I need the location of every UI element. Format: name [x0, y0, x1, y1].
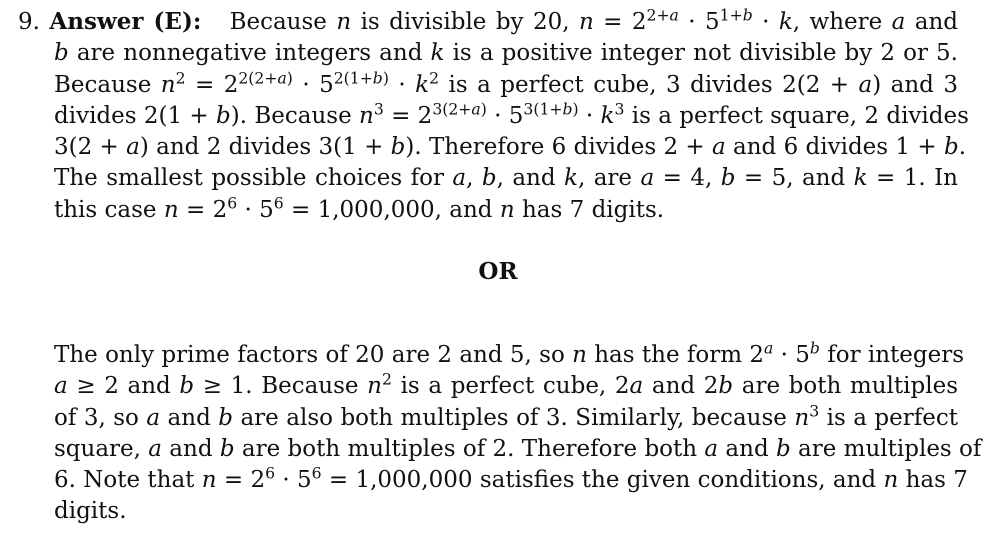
solution-one-line-3: Because $n^2 = 2^{2(2+a)} \cdot 5^{2(1+b)} \cdot k^2$ is a perfect cube, 3 divides 2(2 + a) and 3	[54, 68, 958, 98]
solution-two	[54, 338, 982, 528]
solution-two-line-1: The only prime factors of 20 are 2 and 5, so n has the form $2^a \cdot 5^b$ for integers	[54, 338, 965, 368]
solution-one-line-6: The smallest possible choices for a, b, and k, are a = 4, b = 5, and k = 1. In	[54, 165, 958, 192]
solution-one-line-5: 3(2 + a) and 2 divides 3(1 + b). Therefore 6 divides 2 + a and 6 divides 1 + b.	[54, 134, 966, 161]
problem-number: 9.	[18, 9, 40, 35]
solution-one-line-2: b are nonnegative integers and k is a positive integer not divisible by 2 or 5.	[54, 40, 958, 67]
solution-two-line-6: digits.	[54, 498, 127, 525]
solution-two-line-3: of 3, so a and b are also both multiples of 3. Similarly, because $n^3$ is a perfect	[54, 401, 958, 431]
answer-label: Answer (E):	[49, 8, 202, 35]
solution-one-line-7: this case $n = 2^6 \cdot 5^6 = 1,000,000$, and n has 7 digits.	[54, 193, 665, 223]
solution-two-line-2: a ≥ 2 and b ≥ 1. Because $n^2$ is a perfect cube, 2a and 2b are both multiples	[54, 369, 959, 400]
solution-two-line-5: 6. Note that $n = 2^6 \cdot 5^6 = 1,000,000$ satisfies the given conditions, and n has 7	[54, 463, 968, 494]
solution-one-line-4: divides 2(1 + b). Because $n^3 = 2^{3(2+a)} \cdot 5^{3(1+b)} \cdot k^3$ is a perfect square, 2 divides	[54, 99, 969, 129]
or-separator: OR	[478, 258, 518, 285]
solution-two-line-4: square, a and b are both multiples of 2. Therefore both a and b are multiples of	[54, 435, 982, 462]
solution-one	[18, 5, 969, 226]
solution-one-line-1: 9. Answer (E): Because n is divisible by 20, $n = 2^{2+a} \cdot 5^{1+b} \cdot k$, where a and	[18, 5, 959, 35]
